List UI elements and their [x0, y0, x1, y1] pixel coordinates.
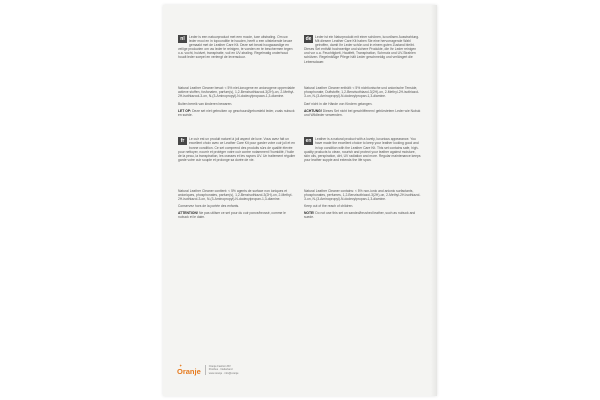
ingredients-de: Natural Leather Cleaner enthält: < 5% nichtionische und anionische Tenside, phosphonate, Duftstoffe, 1,2-Benzisothiazol-3(2H)-on, 2-Methyl-2H-isothiazol-3-on, N-(3-Aminopropyl)-N-dodecylpropan-1,3-diamine.	[304, 86, 420, 99]
intro-en	[304, 137, 422, 185]
brand-logo-text: Oranje	[177, 367, 201, 376]
ingredients-fr: Natural Leather Cleaner contient: < 5% agents de surface non ioniques et anioniques, phosphonates, parfum(s), 1,2-Benzisothiazol-3(2H)-on, 2-Methyl-2H-isothiazol-3-on, N-(3-Aminopropyl)-N-dodecylpropan-1,3-diamine.	[178, 188, 293, 201]
flag-en-badge: en	[305, 138, 312, 145]
address-line: www.oranje · info@oranje	[208, 371, 239, 375]
keep-away-nl: Buiten bereik van kinderen bewaren.	[178, 101, 233, 106]
warning-fr	[178, 211, 296, 219]
intro-nl	[178, 35, 296, 83]
warning-text-de: Dieses Set nicht bei geschliffenem/ gebürstetem Leder wie Nubuk und Wildleder verwenden.	[304, 108, 421, 118]
intro-fr	[178, 137, 296, 185]
company-address	[205, 365, 239, 375]
ingredients-nl: Natural Leather Cleaner bevat: < 5% niet-ionogene en anionogene oppervlakte actieve stoffen, fosfonaten, parfum(s), 1,2-Benzisothiazool-3(2H)-on, 2-Methyl-2H-isothiazool-3-on, N-(3-Aminopropyl)-N-dodecylpropaan-1,3-diamine.	[178, 86, 295, 99]
brand-logo-icon: ✦	[179, 363, 183, 368]
warning-label-nl: LET OP:	[178, 108, 192, 113]
section-de	[304, 35, 422, 120]
warning-label-de: ACHTUNG!	[304, 108, 322, 113]
keep-away-en: Keep out of the reach of children.	[304, 203, 354, 208]
section-nl	[178, 35, 296, 120]
warning-text-en: Do not use this set on sanded/brushed leather, such as nubuck and suede.	[304, 211, 416, 220]
flag-de-badge: de	[305, 36, 312, 42]
section-en	[304, 137, 422, 222]
warning-label-fr: ATTENTION!	[178, 211, 198, 216]
product-leaflet	[163, 5, 437, 396]
warning-en	[304, 211, 422, 219]
warning-de	[304, 109, 422, 117]
intro-text-nl: Leder is een natuurproduct met een mooie, luxe uitstraling. Om uw leder mooi en in topconditie te houden, heeft u een uitstekende keuze gemaakt met de Leather Care Kit. Deze set bevat hoogwaardige en veilige producten om uw leder te reinigen, te voeden en te beschermen tegen o.a. vocht, huidvet, transpiratie, vuil en UV-straling. Regelmatig onderhoud houdt leder soepel en verlengt de levensduur.	[178, 35, 293, 60]
warning-nl	[178, 109, 296, 117]
brand-logo	[177, 364, 201, 376]
language-grid	[178, 35, 422, 223]
ingredients-en: Natural Leather Cleaner contains: < 5% non-ionic and anionic surfactants, phosphonates, perfumes, 1,2-Benzisothiazol-3(2H)-on, 2-Methyl-2H-isothiazol-3-on, N-(3-Aminopropyl)-N-dodecylpropan-1,3-diamine.	[304, 188, 421, 201]
intro-text-en: Leather is a natural product with a lovely, luxurious appearance. You have made the excellent choice to keep your leather looking good and in top condition with the Leather Care Kit. This set contains safe, high-quality products to clean, nourish and protect your leather against moisture, skin oils, perspiration, dirt, UV radiation and more. Regular maintenance keeps your leather supple and extends the life span.	[304, 137, 421, 162]
keep-away-fr: Conservez hors de la portée des enfants.	[178, 203, 240, 208]
intro-de	[304, 35, 422, 83]
intro-text-de: Leder ist ein Naturprodukt mit einer schönen, luxuriösen Ausstrahlung. Mit diesem Leather Care Kit haben Sie eine hervorragende Wahl getroffen, damit Ihr Leder schön und in einem guten Zustand bleibt. Dieses Set enthält hochwertige und sichere Produkte, die Ihr Leder reinigen und vor u.a. Feuchtigkeit, Hautfett, Transpiration, Schmutz und UV-Strahlen schützen. Regelmäßige Pflege hält Leder geschmeidig und verlängert die Lebensdauer.	[304, 35, 420, 64]
flag-fr-badge: fr	[178, 137, 187, 145]
section-fr	[178, 137, 296, 222]
flag-nl-badge: nl	[178, 35, 187, 43]
keep-away-de: Darf nicht in die Hände von Kindern gelangen.	[304, 101, 373, 106]
warning-label-en: NOTE!	[304, 211, 315, 216]
leaflet-footer	[177, 364, 239, 376]
warning-text-nl: Deze set niet gebruiken op geschuurd/geborsteld leder, zoals nubuck en suède.	[178, 108, 295, 118]
address-line: Oranje Fashion BV	[208, 364, 231, 368]
intro-text-fr: Le cuir est un produit naturel à joli aspect de luxe. Vous avez fait un excellent choix avec ce Leather Care Kit pour garder votre cuir joli et en bonne condition. Ce set comprend des produits sûrs de qualité élevée pour nettoyer, nourrir et protéger votre cuir contre notamment l'humidité, l'huile de la peau, la transpiration, les crasses et les rayons UV. Un traitement régulier garde votre cuir souple et prolonge sa durée de vie.	[178, 137, 296, 162]
warning-text-fr: Ne pas utiliser ce set pour du cuir ponce/brossé, comme le nubuck et le daim.	[178, 211, 286, 220]
address-line: Postbus · Nederland	[208, 368, 233, 372]
